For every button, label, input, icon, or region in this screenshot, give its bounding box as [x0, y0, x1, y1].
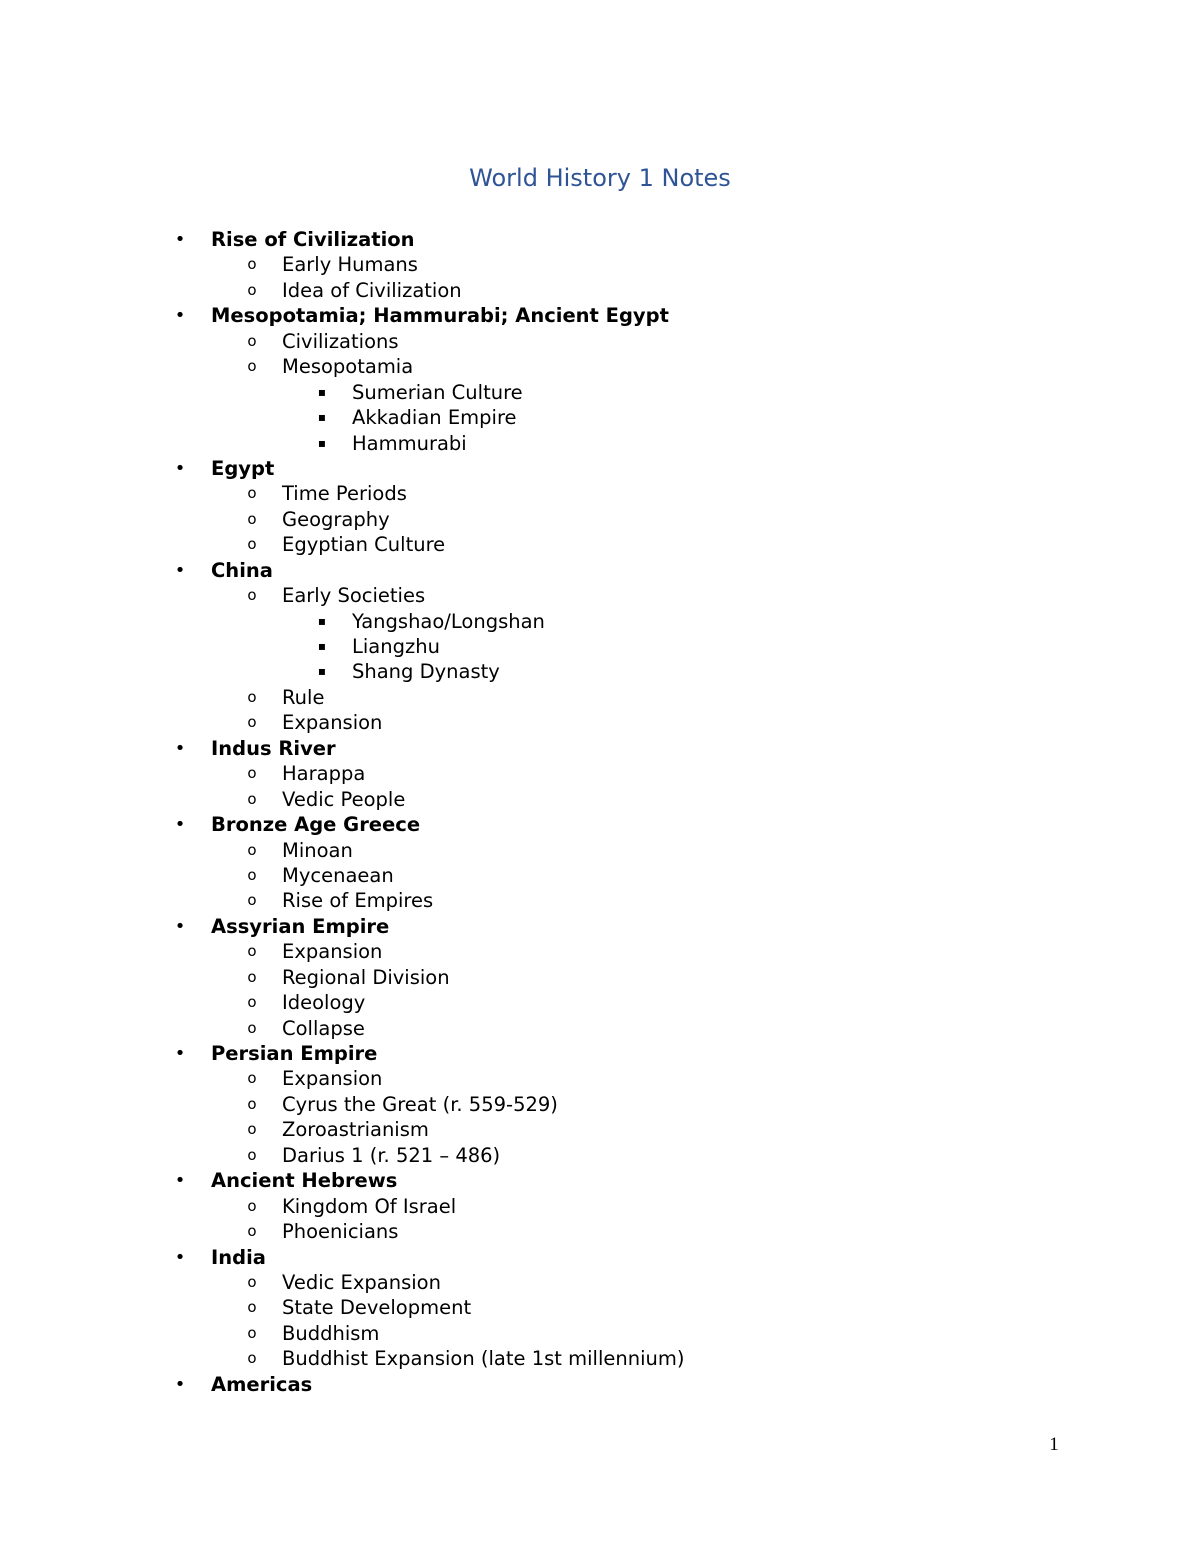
- topic-text: Regional Division: [282, 965, 450, 989]
- outline-item-level3: [0, 405, 1200, 430]
- outline-item-level3: [0, 634, 1200, 659]
- outline-item-level1: [0, 914, 1200, 939]
- bullet-icon: o: [247, 840, 257, 859]
- bullet-icon: o: [247, 1145, 257, 1164]
- bullet-icon: o: [247, 1349, 257, 1368]
- topic-text: Darius 1 (r. 521 – 486): [282, 1143, 501, 1167]
- outline-item-level1: [0, 227, 1200, 252]
- bullet-icon: ▪: [317, 435, 327, 450]
- section-heading: Rise of Civilization: [211, 228, 415, 251]
- topic-text: Vedic Expansion: [282, 1270, 441, 1294]
- bullet-icon: o: [247, 586, 257, 605]
- bullet-icon: o: [247, 764, 257, 783]
- bullet-icon: ▪: [317, 613, 327, 628]
- document-title: World History 1 Notes: [469, 164, 731, 192]
- outline-item-level2: [0, 1066, 1200, 1091]
- topic-text: Mycenaean: [282, 863, 394, 887]
- outline-item-level2: [0, 583, 1200, 608]
- bullet-icon: o: [247, 942, 257, 961]
- bullet-icon: o: [247, 713, 257, 732]
- bullet-icon: o: [247, 509, 257, 528]
- outline-item-level2: [0, 1346, 1200, 1371]
- topic-text: Minoan: [282, 838, 353, 862]
- bullet-icon: o: [247, 789, 257, 808]
- outline-item-level2: [0, 1270, 1200, 1295]
- outline-item-level2: [0, 761, 1200, 786]
- outline-item-level3: [0, 659, 1200, 684]
- bullet-icon: o: [247, 967, 257, 986]
- topic-text: Hammurabi: [352, 431, 467, 455]
- outline-item-level1: [0, 1245, 1200, 1270]
- topic-text: Akkadian Empire: [352, 406, 517, 430]
- topic-text: State Development: [282, 1296, 472, 1320]
- outline-item-level2: [0, 481, 1200, 506]
- outline-item-level2: [0, 863, 1200, 888]
- bullet-icon: o: [247, 357, 257, 376]
- topic-text: Rise of Empires: [282, 889, 434, 913]
- outline-item-level2: [0, 354, 1200, 379]
- outline-item-level2: [0, 838, 1200, 863]
- outline-item-level3: [0, 431, 1200, 456]
- bullet-icon: o: [247, 687, 257, 706]
- bullet-icon: •: [174, 229, 186, 250]
- section-heading: Bronze Age Greece: [211, 813, 421, 837]
- bullet-icon: •: [174, 737, 186, 759]
- topic-text: Geography: [282, 507, 390, 531]
- topic-text: Sumerian Culture: [352, 380, 523, 404]
- bullet-icon: o: [247, 891, 257, 910]
- topic-text: Yangshao/Longshan: [352, 609, 545, 633]
- section-heading: Ancient Hebrews: [211, 1169, 398, 1193]
- topic-text: Early Societies: [282, 584, 426, 608]
- outline-item-level1: [0, 558, 1200, 583]
- topic-text: Buddhism: [282, 1321, 380, 1345]
- bullet-icon: o: [247, 1323, 257, 1342]
- page-number: 1: [1049, 1434, 1059, 1455]
- outline-item-level2: [0, 1321, 1200, 1346]
- bullet-icon: •: [174, 1373, 186, 1395]
- outline-item-level1: [0, 456, 1200, 481]
- topic-text: Expansion: [282, 711, 383, 735]
- outline-item-level2: [0, 710, 1200, 735]
- outline-item-level1: [0, 1041, 1200, 1066]
- outline-item-level2: [0, 532, 1200, 557]
- topic-text: Buddhist Expansion (late 1st millennium): [282, 1347, 685, 1371]
- bullet-icon: •: [174, 457, 186, 479]
- section-heading: Indus River: [211, 736, 336, 760]
- bullet-icon: ▪: [317, 384, 327, 399]
- bullet-icon: o: [247, 280, 257, 299]
- topic-text: Zoroastrianism: [282, 1118, 429, 1142]
- bullet-icon: o: [247, 1018, 257, 1037]
- topic-text: Early Humans: [282, 253, 418, 277]
- outline-item-level3: [0, 609, 1200, 634]
- section-heading: China: [211, 558, 273, 582]
- outline-item-level3: [0, 380, 1200, 405]
- topic-text: Shang Dynasty: [352, 660, 500, 684]
- outline-list: [0, 227, 1200, 1397]
- section-heading: Persian Empire: [211, 1042, 378, 1065]
- outline-item-level2: [0, 939, 1200, 964]
- outline-item-level2: [0, 685, 1200, 710]
- bullet-icon: o: [247, 1120, 257, 1139]
- outline-item-level2: [0, 329, 1200, 354]
- bullet-icon: o: [247, 255, 257, 274]
- bullet-icon: o: [247, 331, 257, 350]
- bullet-icon: ▪: [317, 410, 327, 425]
- topic-text: Kingdom Of Israel: [282, 1194, 457, 1218]
- outline-item-level2: [0, 278, 1200, 303]
- topic-text: Collapse: [282, 1016, 365, 1040]
- outline-item-level2: [0, 990, 1200, 1015]
- topic-text: Phoenicians: [282, 1220, 399, 1244]
- bullet-icon: o: [247, 484, 257, 503]
- bullet-icon: •: [174, 1043, 186, 1064]
- topic-text: Egyptian Culture: [282, 533, 446, 557]
- bullet-icon: ▪: [317, 664, 327, 679]
- bullet-icon: o: [247, 1069, 257, 1088]
- topic-text: Vedic People: [282, 787, 406, 811]
- section-heading: Americas: [211, 1372, 313, 1396]
- bullet-icon: •: [174, 1170, 186, 1192]
- outline-item-level2: [0, 1092, 1200, 1117]
- topic-text: Time Periods: [282, 482, 407, 506]
- topic-text: Harappa: [282, 762, 366, 786]
- outline-item-level2: [0, 1117, 1200, 1142]
- topic-text: Expansion: [282, 940, 383, 964]
- outline-item-level2: [0, 787, 1200, 812]
- section-heading: Egypt: [211, 456, 275, 480]
- bullet-icon: •: [174, 915, 186, 937]
- outline-item-level2: [0, 888, 1200, 913]
- bullet-icon: o: [247, 993, 257, 1012]
- topic-text: Expansion: [282, 1067, 383, 1091]
- outline-item-level2: [0, 507, 1200, 532]
- outline-item-level2: [0, 252, 1200, 277]
- outline-item-level2: [0, 1143, 1200, 1168]
- outline-item-level2: [0, 965, 1200, 990]
- bullet-icon: •: [174, 814, 186, 836]
- topic-text: Ideology: [282, 991, 366, 1015]
- topic-text: Rule: [282, 685, 325, 709]
- topic-text: Liangzhu: [352, 635, 440, 658]
- bullet-icon: o: [247, 1222, 257, 1241]
- outline-item-level2: [0, 1219, 1200, 1244]
- bullet-icon: o: [247, 1196, 257, 1215]
- outline-item-level1: [0, 736, 1200, 761]
- bullet-icon: •: [174, 305, 186, 327]
- bullet-icon: o: [247, 1272, 257, 1291]
- bullet-icon: ▪: [317, 639, 327, 653]
- outline-item-level1: [0, 1372, 1200, 1397]
- outline-item-level2: [0, 1295, 1200, 1320]
- bullet-icon: o: [247, 865, 257, 884]
- bullet-icon: o: [247, 535, 257, 554]
- topic-text: Idea of Civilization: [282, 278, 462, 302]
- topic-text: Civilizations: [282, 329, 399, 353]
- bullet-icon: •: [174, 559, 186, 581]
- section-heading: Assyrian Empire: [211, 914, 390, 938]
- topic-text: Cyrus the Great (r. 559-529): [282, 1092, 558, 1116]
- outline-item-level1: [0, 812, 1200, 837]
- bullet-icon: •: [174, 1246, 186, 1268]
- outline-item-level2: [0, 1194, 1200, 1219]
- outline-item-level1: [0, 303, 1200, 328]
- outline-item-level2: [0, 1016, 1200, 1041]
- section-heading: Mesopotamia; Hammurabi; Ancient Egypt: [211, 304, 669, 328]
- bullet-icon: o: [247, 1094, 257, 1113]
- section-heading: India: [211, 1245, 266, 1269]
- outline-item-level1: [0, 1168, 1200, 1193]
- bullet-icon: o: [247, 1298, 257, 1317]
- topic-text: Mesopotamia: [282, 355, 414, 379]
